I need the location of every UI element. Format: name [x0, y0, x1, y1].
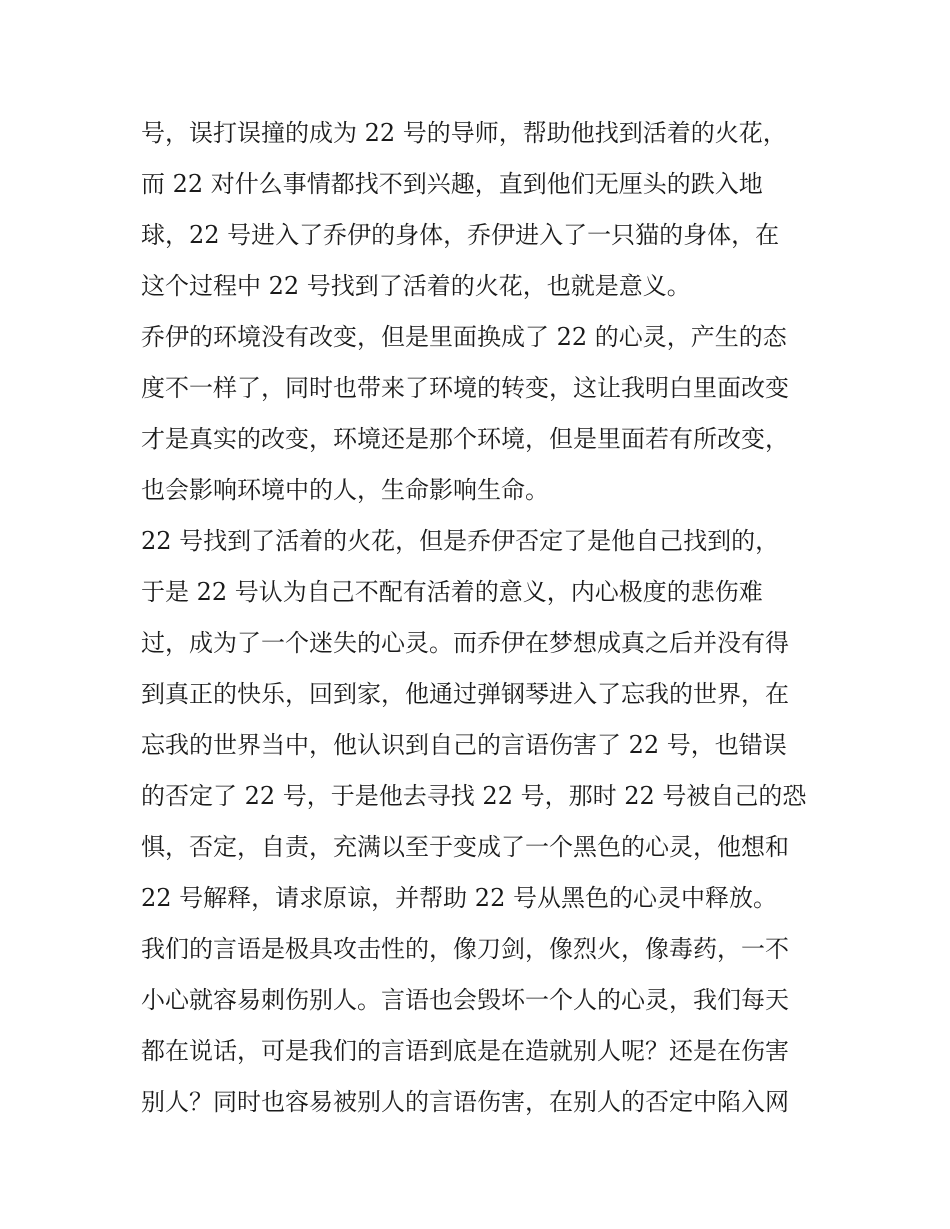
text-line-3: 球，22 号进入了乔伊的身体，乔伊进入了一只猫的身体，在	[141, 221, 780, 249]
text-line-5: 乔伊的环境没有改变，但是里面换成了 22 的心灵，产生的态	[141, 323, 787, 351]
text-line-1: 号，误打误撞的成为 22 号的导师，帮助他找到活着的火花，	[141, 119, 787, 147]
text-line-15: 惧，否定，自责，充满以至于变成了一个黑色的心灵，他想和	[141, 833, 789, 861]
text-line-8: 也会影响环境中的人，生命影响生命。	[141, 476, 549, 504]
text-line-16: 22 号解释，请求原谅，并帮助 22 号从黑色的心灵中释放。	[141, 884, 777, 912]
text-line-9: 22 号找到了活着的火花，但是乔伊否定了是他自己找到的，	[141, 527, 780, 555]
text-line-17: 我们的言语是极具攻击性的，像刀剑，像烈火，像毒药，一不	[141, 935, 789, 963]
text-line-2: 而 22 对什么事情都找不到兴趣，直到他们无厘头的跌入地	[141, 170, 763, 198]
text-line-10: 于是 22 号认为自己不配有活着的意义，内心极度的悲伤难	[141, 578, 763, 606]
text-line-19: 都在说话，可是我们的言语到底是在造就别人呢？还是在伤害	[141, 1037, 789, 1065]
text-line-14: 的否定了 22 号，于是他去寻找 22 号，那时 22 号被自己的恐	[141, 782, 807, 810]
text-line-4: 这个过程中 22 号找到了活着的火花，也就是意义。	[141, 272, 691, 300]
text-line-7: 才是真实的改变，环境还是那个环境，但是里面若有所改变，	[141, 425, 789, 453]
body-text	[141, 108, 831, 1128]
text-line-11: 过，成为了一个迷失的心灵。而乔伊在梦想成真之后并没有得	[141, 629, 789, 657]
text-line-12: 到真正的快乐，回到家，他通过弹钢琴进入了忘我的世界，在	[141, 680, 789, 708]
text-line-18: 小心就容易刺伤别人。言语也会毁坏一个人的心灵，我们每天	[141, 986, 789, 1014]
text-line-20: 别人？同时也容易被别人的言语伤害，在别人的否定中陷入网	[141, 1088, 789, 1116]
text-line-6: 度不一样了，同时也带来了环境的转变，这让我明白里面改变	[141, 374, 789, 402]
text-line-13: 忘我的世界当中，他认识到自己的言语伤害了 22 号，也错误	[141, 731, 787, 759]
